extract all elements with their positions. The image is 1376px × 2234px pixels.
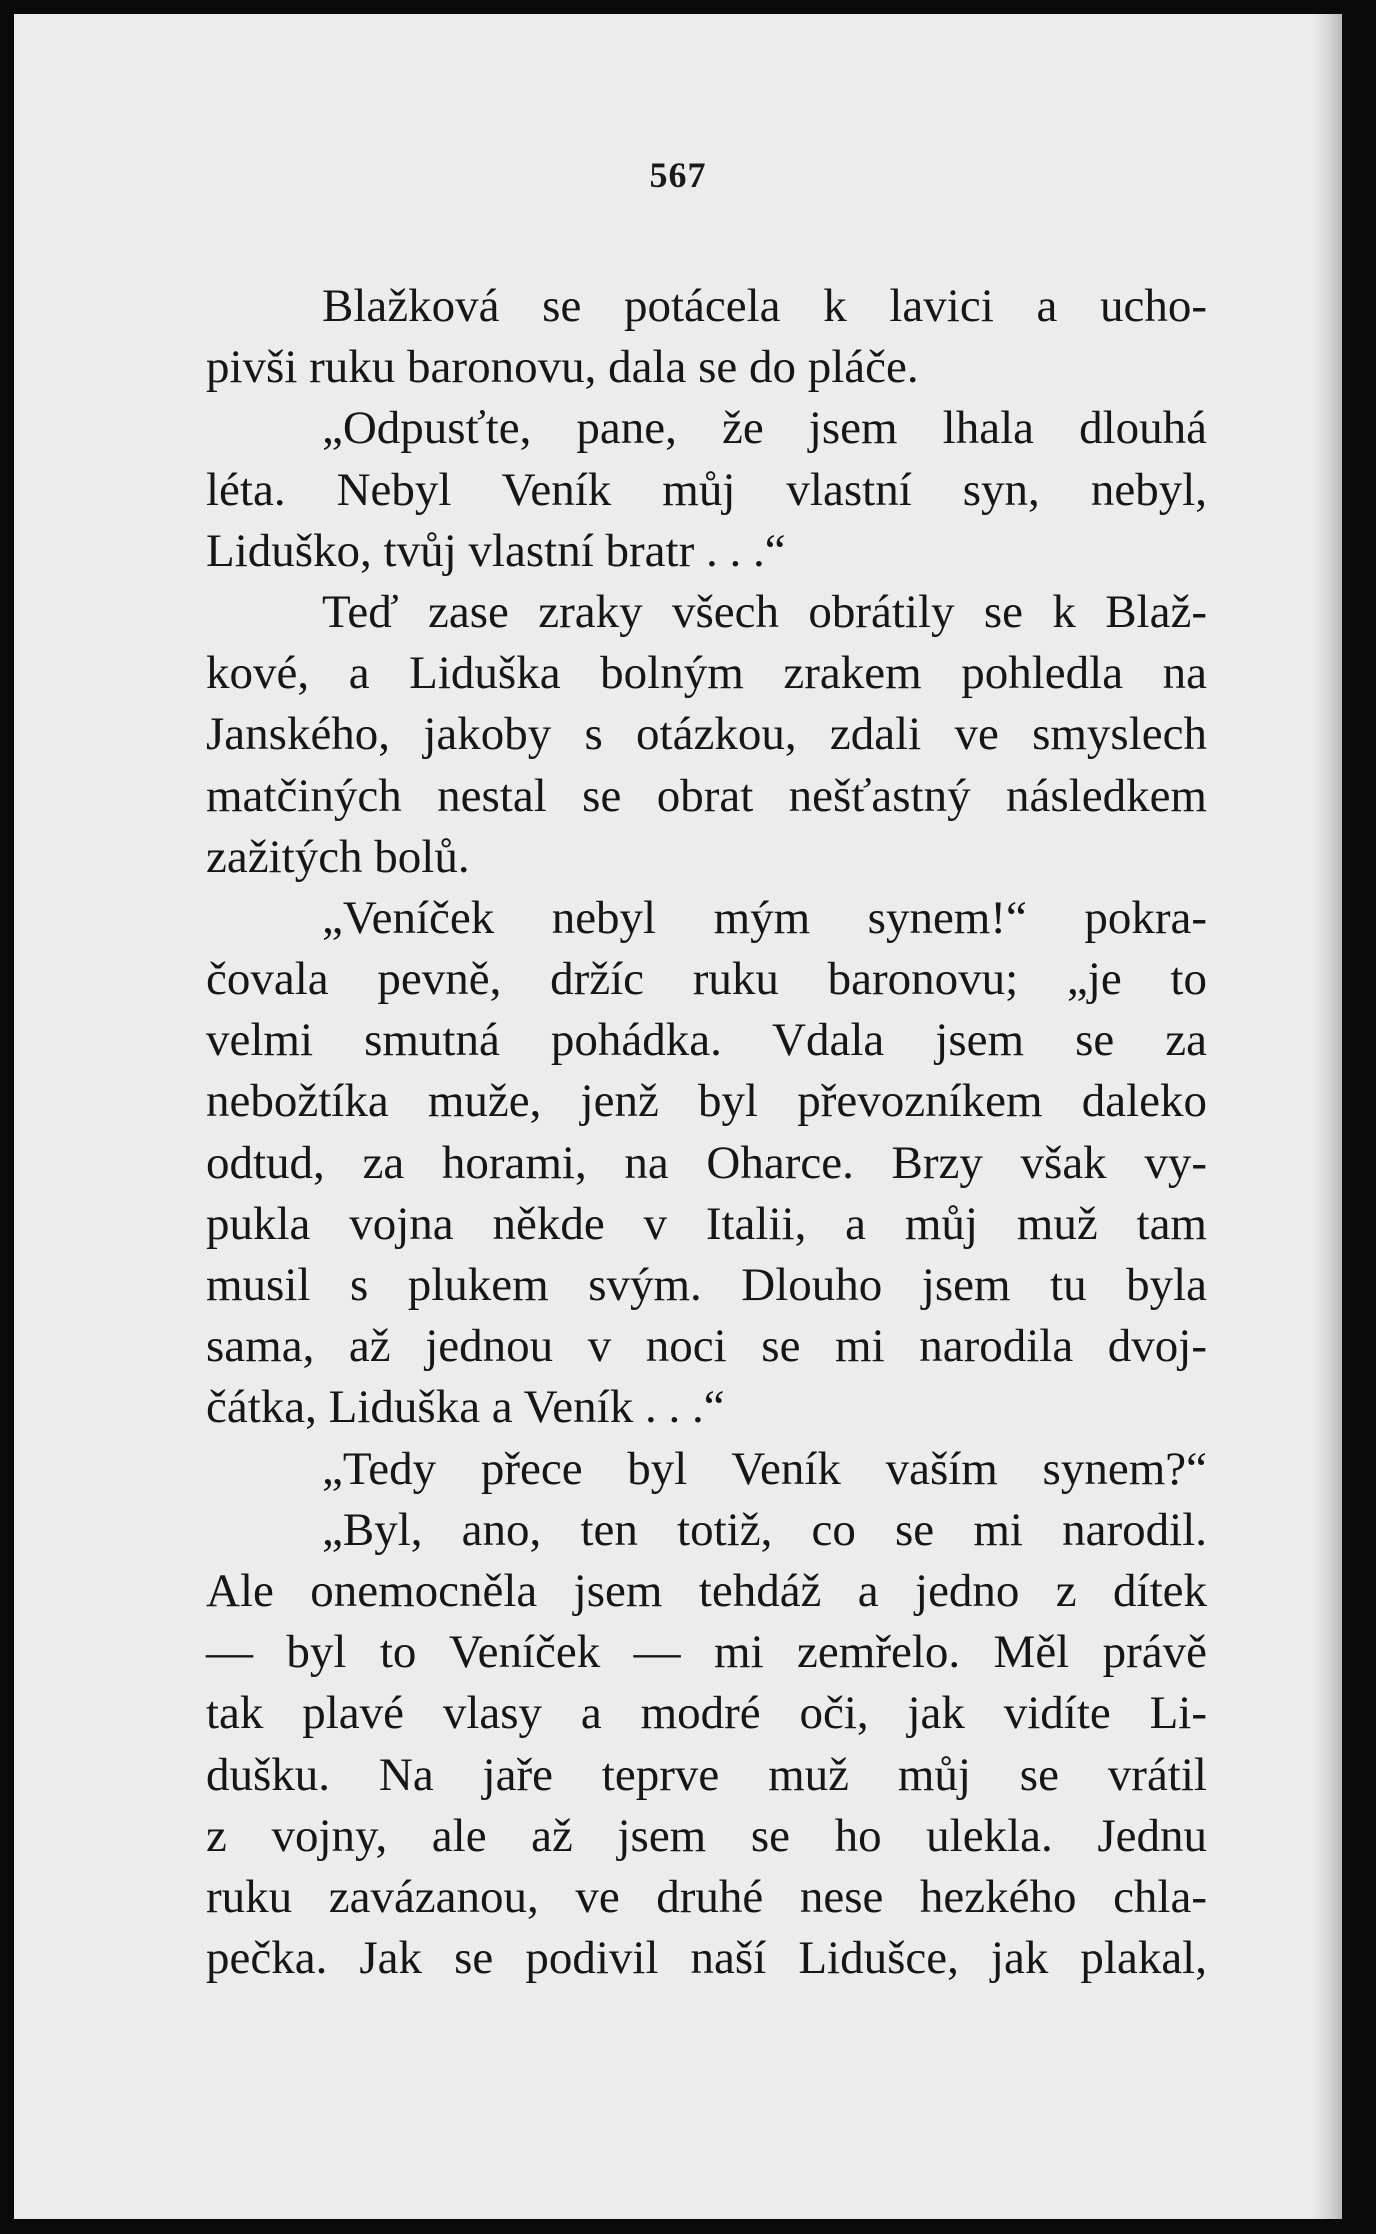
text-line: tak plavé vlasy a modré oči, jak vidíte Li- <box>206 1687 1207 1740</box>
body-text <box>206 276 1207 1989</box>
text-line: odtud, za horami, na Oharce. Brzy však vy- <box>206 1136 1207 1189</box>
text-line: Teď zase zraky všech obrátily se k Blaž- <box>322 585 1207 638</box>
text-line: Blažková se potácela k lavici a ucho- <box>322 280 1207 332</box>
text-line: z vojny, ale až jsem se ho ulekla. Jednu <box>206 1809 1207 1862</box>
text-line: sama, až jednou v noci se mi narodila dvoj- <box>206 1320 1207 1373</box>
text-line: „Byl, ano, ten totiž, co se mi narodil. <box>322 1503 1207 1556</box>
text-line: Liduško, tvůj vlastní bratr . . .“ <box>206 524 786 577</box>
text-line: Janského, jakoby s otázkou, zdali ve smyslech <box>206 708 1207 761</box>
book-page <box>14 14 1342 2219</box>
text-line: ruku zavázanou, ve druhé nese hezkého chla- <box>206 1870 1207 1923</box>
text-line: „Tedy přece byl Veník vaším synem?“ <box>322 1442 1207 1495</box>
text-line: léta. Nebyl Veník můj vlastní syn, nebyl, <box>206 463 1207 516</box>
page-number: 567 <box>649 155 707 195</box>
page-edge-shadow <box>1312 14 1342 2219</box>
text-line: čovala pevně, držíc ruku baronovu; „je to <box>206 953 1207 1006</box>
text-line: musil s plukem svým. Dlouho jsem tu byla <box>206 1259 1207 1311</box>
text-line: Ale onemocněla jsem tehdáž a jedno z dítek <box>206 1564 1207 1617</box>
text-line: pukla vojna někde v Italii, a můj muž tam <box>206 1197 1207 1250</box>
text-line: „Odpusťte, pane, že jsem lhala dlouhá <box>322 402 1207 455</box>
text-line: čátka, Liduška a Veník . . .“ <box>206 1381 725 1434</box>
text-line: „Veníček nebyl mým synem!“ pokra- <box>322 891 1207 944</box>
text-line: zažitých bolů. <box>206 830 470 883</box>
text-line: pivši ruku baronovu, dala se do pláče. <box>206 341 919 394</box>
text-line: pečka. Jak se podivil naší Lidušce, jak plakal, <box>206 1932 1207 1985</box>
text-line: velmi smutná pohádka. Vdala jsem se za <box>206 1014 1207 1067</box>
text-line: dušku. Na jaře teprve muž můj se vrátil <box>206 1748 1207 1801</box>
text-line: — byl to Veníček — mi zemřelo. Měl právě <box>206 1626 1207 1679</box>
text-line: matčiných nestal se obrat nešťastný následkem <box>206 769 1207 822</box>
text-line: nebožtíka muže, jenž byl převozníkem daleko <box>206 1075 1207 1128</box>
text-line: kové, a Liduška bolným zrakem pohledla na <box>206 647 1207 700</box>
